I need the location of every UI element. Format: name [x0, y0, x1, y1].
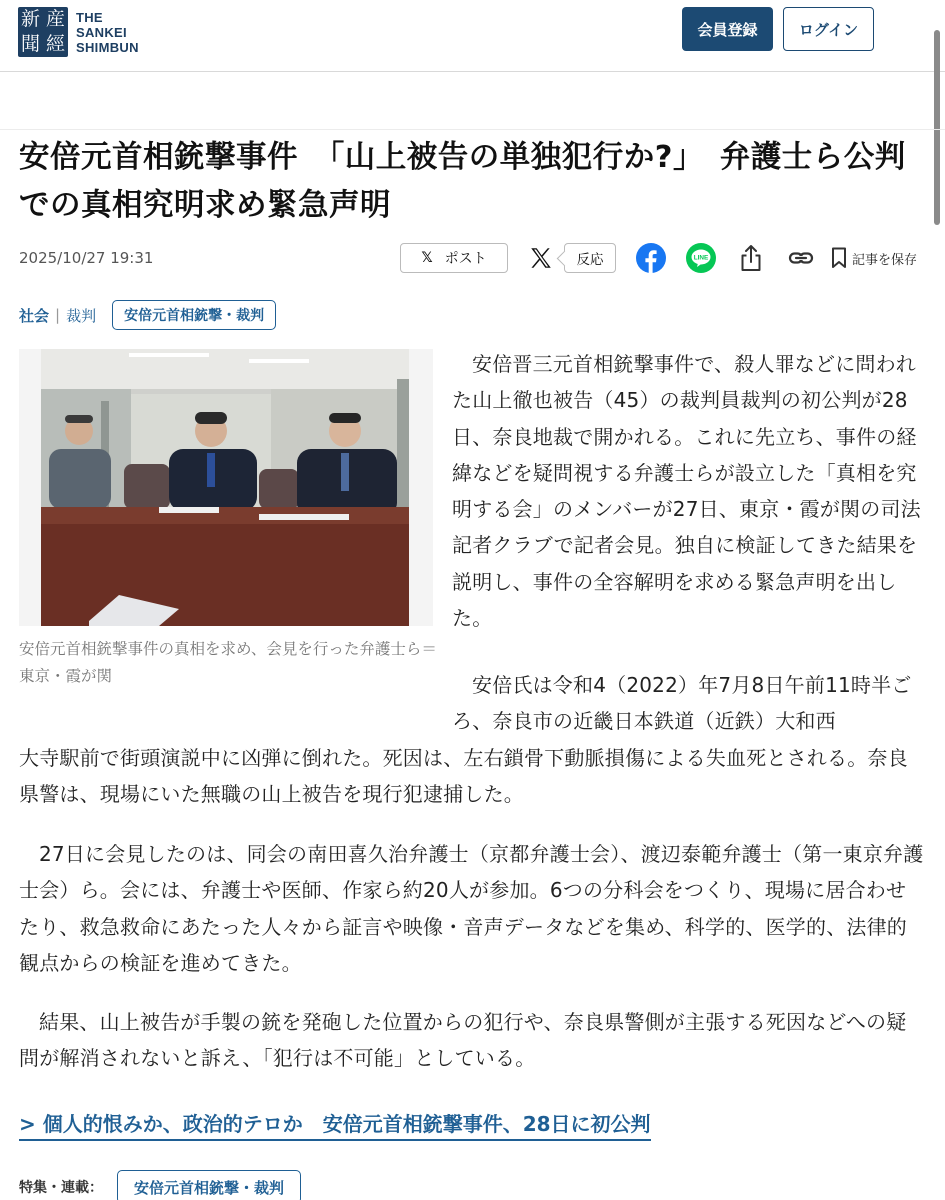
share-icon	[738, 243, 764, 273]
press-conference-photo	[19, 349, 433, 626]
article-paragraph-rest: 大寺駅前で街頭演説中に凶弾に倒れた。死因は、左右鎖骨下動脈損傷による失血死とされる。奈良県警は、現場にいた無職の山上被告を現行犯逮捕した。	[19, 745, 908, 806]
save-article-button[interactable]	[830, 246, 917, 270]
related-article-link[interactable]: > 個人的恨みか、政治的テロか 安倍元首相銃撃事件、28日に初公判	[19, 1108, 651, 1141]
sankei-logo[interactable]	[18, 7, 139, 57]
topic-tag[interactable]: 安倍元首相銃撃・裁判	[112, 300, 276, 330]
feature-row	[19, 1170, 301, 1200]
logo-char: 新	[20, 8, 40, 30]
reactions-button[interactable]: 反応	[564, 243, 616, 273]
share-bar	[400, 243, 917, 273]
ad-space	[0, 73, 945, 130]
article-paragraph-line: 安倍氏は令和4（2022）年7月8日午前11時半ごろ、奈良市の近畿日本鉄道（近鉄）大和西	[452, 673, 912, 734]
line-share-button[interactable]	[686, 243, 716, 273]
logo-mark	[18, 7, 68, 57]
logo-char: 經	[45, 33, 65, 55]
bookmark-icon	[830, 246, 848, 270]
feature-tag-button[interactable]: 安倍元首相銃撃・裁判	[117, 1170, 301, 1200]
share-button[interactable]	[736, 243, 766, 273]
register-button[interactable]: 会員登録	[682, 7, 773, 51]
photo-caption: 安倍元首相銃撃事件の真相を求め、会見を行った弁護士ら＝東京・霞が関	[19, 640, 437, 685]
facebook-share-button[interactable]	[636, 243, 666, 273]
article-title: 安倍元首相銃撃事件 「山上被告の単独犯行か?」 弁護士ら公判での真相究明求め緊急声明	[19, 140, 906, 223]
site-header	[0, 0, 945, 72]
login-button[interactable]: ログイン	[783, 7, 874, 51]
logo-char: 産	[45, 8, 65, 30]
logo-text-line: SANKEI	[76, 24, 127, 40]
feature-label: 特集・連載：	[19, 1180, 103, 1196]
line-icon	[686, 243, 716, 273]
article-paragraph: 結果、山上被告が手製の銃を発砲した位置からの犯行や、奈良県警側が主張する死因などへの疑問が解消されないと訴え、「犯行は不可能」としている。	[19, 1010, 907, 1071]
save-article-label: 記事を保存	[852, 252, 918, 268]
category-separator: |	[55, 306, 61, 324]
svg-text:LINE: LINE	[693, 254, 709, 262]
publish-date: 2025/10/27 19:31	[19, 249, 154, 267]
article-paragraph: 27日に会見したのは、同会の南田喜久治弁護士（京都弁護士会）、渡辺泰範弁護士（第一東京弁護士会）ら。会には、弁護士や医師、作家ら約20人が参加。6つの分科会をつくり、現場に居合わせたり、救急救命にあたった人々から証言や映像・音声データなどを集め、科学的、医学的、法律的観点からの検証を進めてきた。	[19, 842, 924, 975]
copy-link-button[interactable]	[786, 243, 816, 273]
post-to-x-button[interactable]	[400, 243, 508, 273]
post-label: ポスト	[444, 251, 487, 267]
facebook-icon	[636, 243, 666, 273]
link-icon	[787, 244, 815, 272]
x-icon[interactable]	[528, 245, 554, 271]
article-photo[interactable]	[19, 349, 433, 626]
category-trial-link[interactable]: 裁判	[66, 306, 97, 325]
logo-char: 聞	[20, 33, 40, 55]
x-logo-icon: 𝕏	[421, 250, 433, 266]
article-paragraph: 安倍晋三元首相銃撃事件で、殺人罪などに問われた山上徹也被告（45）の裁判員裁判の初公判が28日、奈良地裁で開かれる。これに先立ち、事件の経緯などを疑問視する弁護士らが設立した「真相を究明する会」のメンバーが27日、東京・霞が関の司法記者クラブで記者会見。独自に検証してきた結果を説明し、事件の全容解明を求める緊急声明を出した。	[452, 352, 921, 631]
logo-text-line: SHIMBUN	[76, 39, 139, 55]
logo-text-line: THE	[76, 9, 103, 25]
logo-wordmark	[76, 10, 139, 55]
category-row	[19, 300, 276, 330]
category-society-link[interactable]: 社会	[19, 306, 50, 325]
article-paragraph	[19, 667, 924, 812]
